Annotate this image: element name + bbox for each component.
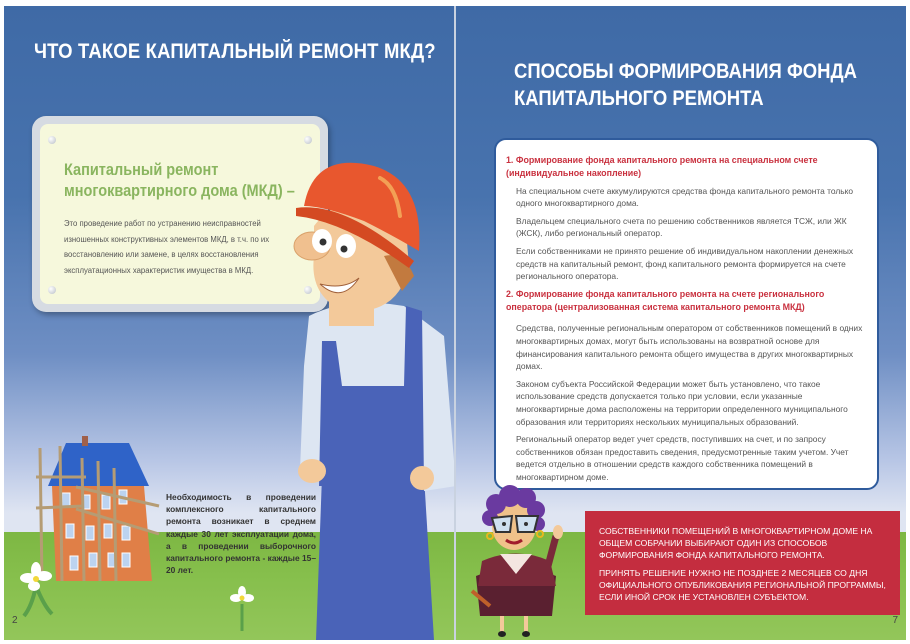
callout-text-deadline: ПРИНЯТЬ РЕШЕНИЕ НУЖНО НЕ ПОЗДНЕЕ 2 МЕСЯЦЕВ СО ДНЯ ОФИЦИАЛЬНОГО ОПУБЛИКОВАНИЯ РЕГИОНАЛЬНОЙ ПРОГРАММЫ, ЕСЛИ ИНОЙ СРОК НЕ УСТАНОВЛЕН СУБЪЕКТОМ.: [599, 567, 886, 603]
section-paragraph: На специальном счете аккумулируются средства фонда капитального ремонта только одного многоквартирного дома.: [516, 185, 854, 209]
section-paragraph: Если собственниками не принято решение об индивидуальном накоплении денежных средств на капитальный ремонт, фонд капитального ремонта формируется на счете регионального оператора.: [516, 245, 854, 282]
section-heading-special-account: 1. Формирование фонда капитального ремонта на специальном счете (индивидуальное накопление): [506, 155, 818, 178]
page-title-left: ЧТО ТАКОЕ КАПИТАЛЬНЫЙ РЕМОНТ МКД?: [34, 40, 436, 63]
flower-icon: [20, 562, 52, 616]
left-page: [4, 6, 454, 640]
decision-callout-box: [585, 511, 900, 615]
flower-icon: [230, 586, 254, 631]
section-heading-regional-operator: 2. Формирование фонда капитального ремонта на счете регионального оператора (централизованная система капитального ремонта МКД): [506, 288, 825, 312]
definition-heading: Капитальный ремонт многоквартирного дома (МКД) –: [64, 161, 295, 200]
brochure-spread: [4, 6, 906, 640]
section-paragraph: Средства, полученные региональным оператором от собственников помещений в одних многоквартирных домах, могут быть использованы на возвратной основе для финансирования капитального ремонта общего имущества в других многоквартирных домах.: [516, 323, 863, 372]
right-page: [456, 6, 906, 640]
page-title-right: СПОСОБЫ ФОРМИРОВАНИЯ ФОНДА КАПИТАЛЬНОГО РЕМОНТА: [514, 60, 857, 110]
page-number-right: 7: [892, 615, 898, 626]
page-number-left: 2: [12, 615, 18, 626]
section-paragraph: Региональный оператор ведет учет средств, поступивших на счет, и по запросу собственников обязан предоставить сведения, предусмотренные таким учетом. Учет ведется отдельно в отношении средств каждого собственника помещений в многоквартирном доме.: [516, 434, 849, 482]
callout-text-choose-method: СОБСТВЕННИКИ ПОМЕЩЕНИЙ В МНОГОКВАРТИРНОМ ДОМЕ НА ОБЩЕМ СОБРАНИИ ВЫБИРАЮТ ОДИН ИЗ СПОСОБОВ ФОРМИРОВАНИЯ ФОНДА КАПИТАЛЬНОГО РЕМОНТА.: [599, 526, 873, 561]
section-paragraph: Законом субъекта Российской Федерации может быть установлено, что такое использование средств допускается только при условии, если указанные многоквартирные дома расположены на территории определенного муниципального образования или территориях нескольких муниципальных образований.: [516, 378, 848, 427]
section-paragraph: Владельцем специального счета по решению собственников является ТСЖ, или ЖК (ЖСК), либо региональный оператор.: [516, 215, 847, 239]
definition-text: Это проведение работ по устранению неисправностей изношенных конструктивных элементов МКД, в т.ч. по их восстановлению или замене, в целях восстановления эксплуатационных характеристик имущества в МКД.: [64, 218, 270, 275]
repair-frequency-note: Необходимость в проведении комплексного капитального ремонта возникает в среднем каждые 30 лет эксплуатации дома, а в проведении выборочного капитального ремонта - каждые 15–20 лет.: [166, 492, 316, 576]
